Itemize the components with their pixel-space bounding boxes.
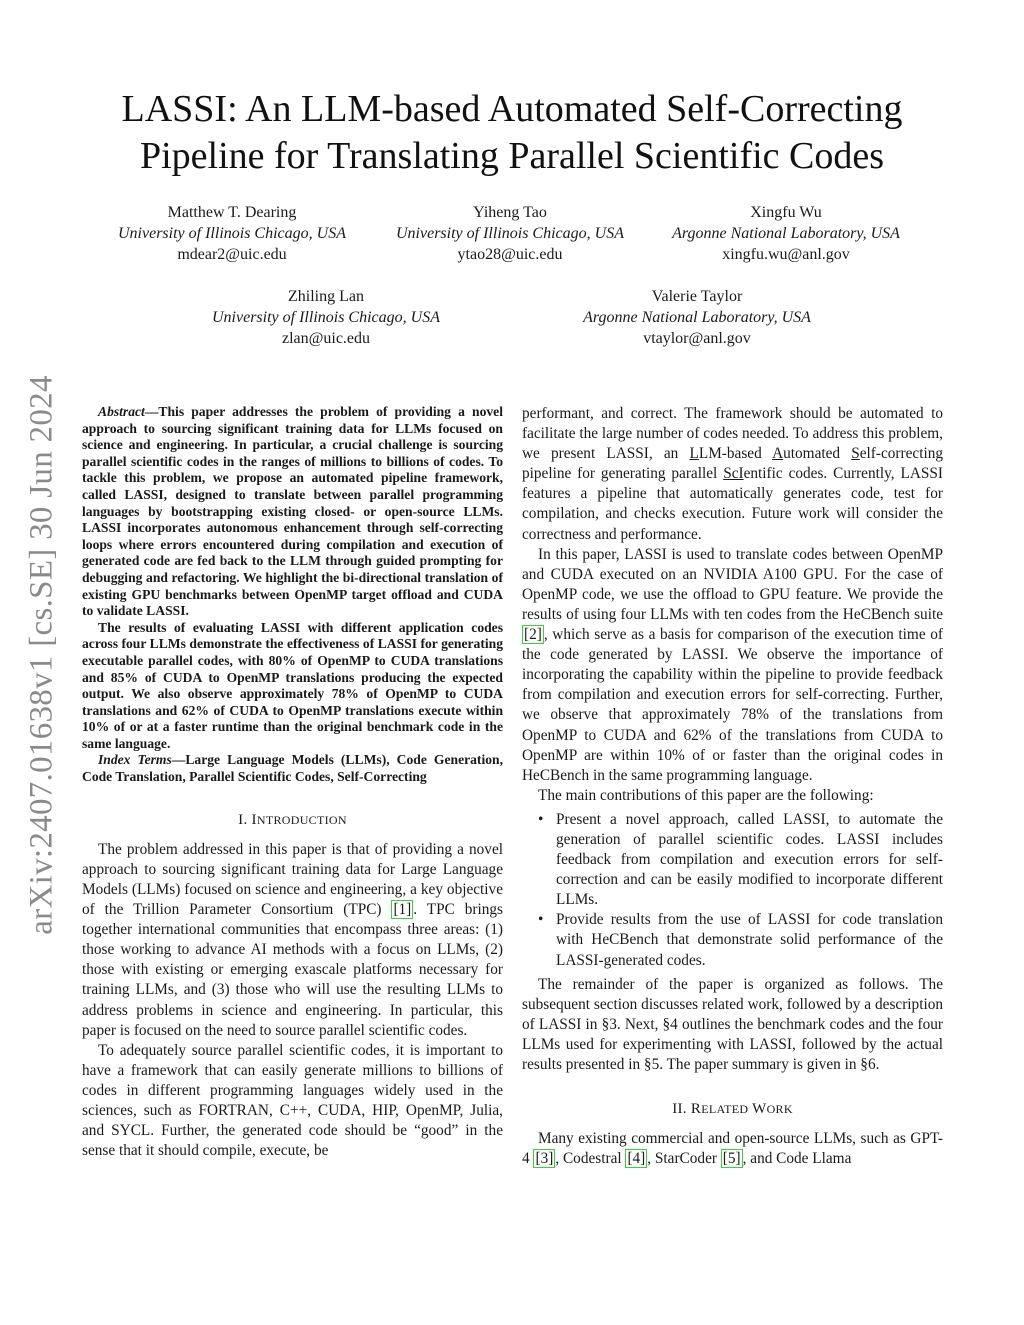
author-block bbox=[370, 202, 650, 265]
author-email: mdear2@uic.edu bbox=[177, 246, 287, 263]
left-column bbox=[82, 404, 503, 1161]
author-name: Matthew T. Dearing bbox=[167, 204, 297, 221]
abstract-paragraph: —This paper addresses the problem of providing a novel approach to sourcing significant training data for LLMs focused on science and engineering. In particular, a crucial challenge is sourcing parallel scientific codes in the ranges of millions to billions of codes. To tackle this problem, we propose an automated pipeline framework, called LASSI, designed to translate between parallel programming languages by bootstrapping existing closed- or open-source LLMs. LASSI incorporates autonomous enhancement through self-correcting loops where errors encountered during compilation and execution of generated code are fed back to the LLM through guided prompting for debugging and refactoring. We highlight the bi-directional translation of existing GPU benchmarks between OpenMP target offload and CUDA to validate LASSI. bbox=[82, 404, 503, 619]
body-paragraph: The remainder of the paper is organized as follows. The subsequent section discusses related work, followed by a description of LASSI in §3. Next, §4 outlines the benchmark codes and the four LLMs used for experimenting with LASSI, followed by the actual results presented in §5. The paper summary is given in §6. bbox=[522, 975, 943, 1073]
body-paragraph: performant, and correct. The framework should be automated to facilitate the large number of codes needed. To address this problem, we present LASSI, an LLM-based Automated Self-correcting pipeline for generating parallel ScIentific codes. Currently, LASSI features a pipeline that automatically generates code, test for compilation, and checks execution. Future work will consider the correctness and performance. bbox=[522, 405, 944, 543]
author-affiliation: University of Illinois Chicago, USA bbox=[212, 309, 440, 326]
author-email: zlan@uic.edu bbox=[281, 330, 371, 347]
author-block bbox=[92, 202, 372, 265]
author-name: Valerie Taylor bbox=[651, 288, 743, 305]
index-terms-label: Index Terms bbox=[98, 752, 172, 768]
abstract-label: Abstract bbox=[98, 404, 145, 419]
author-affiliation: Argonne National Laboratory, USA bbox=[672, 225, 900, 242]
citation-link[interactable]: [1] bbox=[393, 901, 412, 919]
author-block bbox=[186, 286, 466, 349]
paper-title: LASSI: An LLM-based Automated Self-Correcting Pipeline for Translating Parallel Scientific Codes bbox=[121, 88, 903, 177]
body-paragraph: To adequately source parallel scientific codes, it is important to have a framework that can easily generate millions to billions of codes in different programming languages widely used in the sciences, such as FORTRAN, C++, CUDA, HIP, OpenMP, Julia, and SYCL. Further, the generated code should be “good” in the sense that it should compile, execute, be bbox=[82, 1041, 503, 1160]
author-name: Xingfu Wu bbox=[750, 204, 822, 221]
body-paragraph: Many existing commercial and open-source LLMs, such as GPT-4 [3] , Codestral [4] , StarCoder [5] , and Code Llama bbox=[522, 1130, 943, 1168]
citation-link[interactable]: [5] bbox=[722, 1150, 741, 1168]
author-block bbox=[557, 286, 837, 349]
abstract bbox=[82, 404, 503, 786]
author-name: Zhiling Lan bbox=[288, 288, 364, 305]
author-affiliation: University of Illinois Chicago, USA bbox=[118, 225, 346, 242]
index-terms: —Large Language Models (LLMs), Code Generation, Code Translation, Parallel Scientific Codes, Self-Correcting bbox=[82, 752, 503, 785]
abstract-paragraph: The results of evaluating LASSI with different application codes across four LLMs demonstrate the effectiveness of LASSI for generating executable parallel codes, with 80% of OpenMP to CUDA translations and 85% of CUDA to OpenMP translations producing the expected output. We also observe approximately 78% of OpenMP to CUDA translations and 62% of CUDA to OpenMP translations execute within 10% of or at a faster runtime than the original benchmark code in the same language. bbox=[82, 619, 503, 751]
body-paragraph: In this paper, LASSI is used to translate codes between OpenMP and CUDA executed on an NVIDIA A100 GPU. For the case of OpenMP code, we use the offload to GPU feature. We provide the results of using four LLMs with ten codes from the HeCBench suite [2] , which serve as a basis for comparison of the execution time of the code generated by LASSI. We observe the importance of incorporating the capability within the pipeline to provide feedback from compilation and execution errors for self-correcting. Further, we observe that approximately 78% of the translations from OpenMP to CUDA and 62% of the translations from CUDA to OpenMP are within 10% of or faster than the original codes in HeCBench in the same programming language. bbox=[522, 545, 943, 784]
section-heading: I. INTRODUCTION bbox=[238, 811, 347, 828]
arxiv-identifier: arXiv:2407.01638v1 [cs.SE] 30 Jun 2024 bbox=[23, 375, 60, 935]
author-affiliation: Argonne National Laboratory, USA bbox=[583, 309, 811, 326]
citation-link[interactable]: [4] bbox=[627, 1150, 646, 1168]
citation-link[interactable]: [2] bbox=[524, 626, 542, 644]
body-paragraph: The main contributions of this paper are the following: bbox=[538, 786, 874, 804]
list-item: • Present a novel approach, called LASSI, to automate the generation of parallel scientific codes. LASSI includes feedback from compilation and execution errors for self-correction and can be easily modified to incorporate different LLMs. bbox=[556, 810, 943, 910]
author-email: vtaylor@anl.gov bbox=[643, 330, 751, 347]
list-item: • Provide results from the use of LASSI for code translation with HeCBench that demonstrate solid performance of the LASSI-generated codes. bbox=[556, 910, 943, 970]
contributions-list bbox=[522, 810, 943, 971]
section-heading: II. RELATED WORK bbox=[672, 1101, 793, 1118]
author-email: ytao28@uic.edu bbox=[457, 246, 563, 263]
author-affiliation: University of Illinois Chicago, USA bbox=[396, 225, 624, 242]
citation-link[interactable]: [3] bbox=[535, 1150, 554, 1168]
author-email: xingfu.wu@anl.gov bbox=[722, 246, 850, 263]
author-name: Yiheng Tao bbox=[473, 204, 547, 221]
author-block bbox=[646, 202, 926, 265]
body-paragraph: The problem addressed in this paper is that of providing a novel approach to sourcing significant training data for Large Language Models (LLMs) focused on science and engineering, a key objective of the Trillion Parameter Consortium (TPC) [1] . TPC brings together international communities that encompass three areas: (1) those working to advance AI methods with a focus on LLMs, (2) those with existing or emerging exascale platforms necessary for training LLMs, and (3) those who will use the resulting LLMs to address problems in science and engineering. In particular, this paper is focused on the need to source parallel scientific codes. bbox=[82, 840, 503, 1039]
right-column bbox=[522, 404, 943, 1169]
